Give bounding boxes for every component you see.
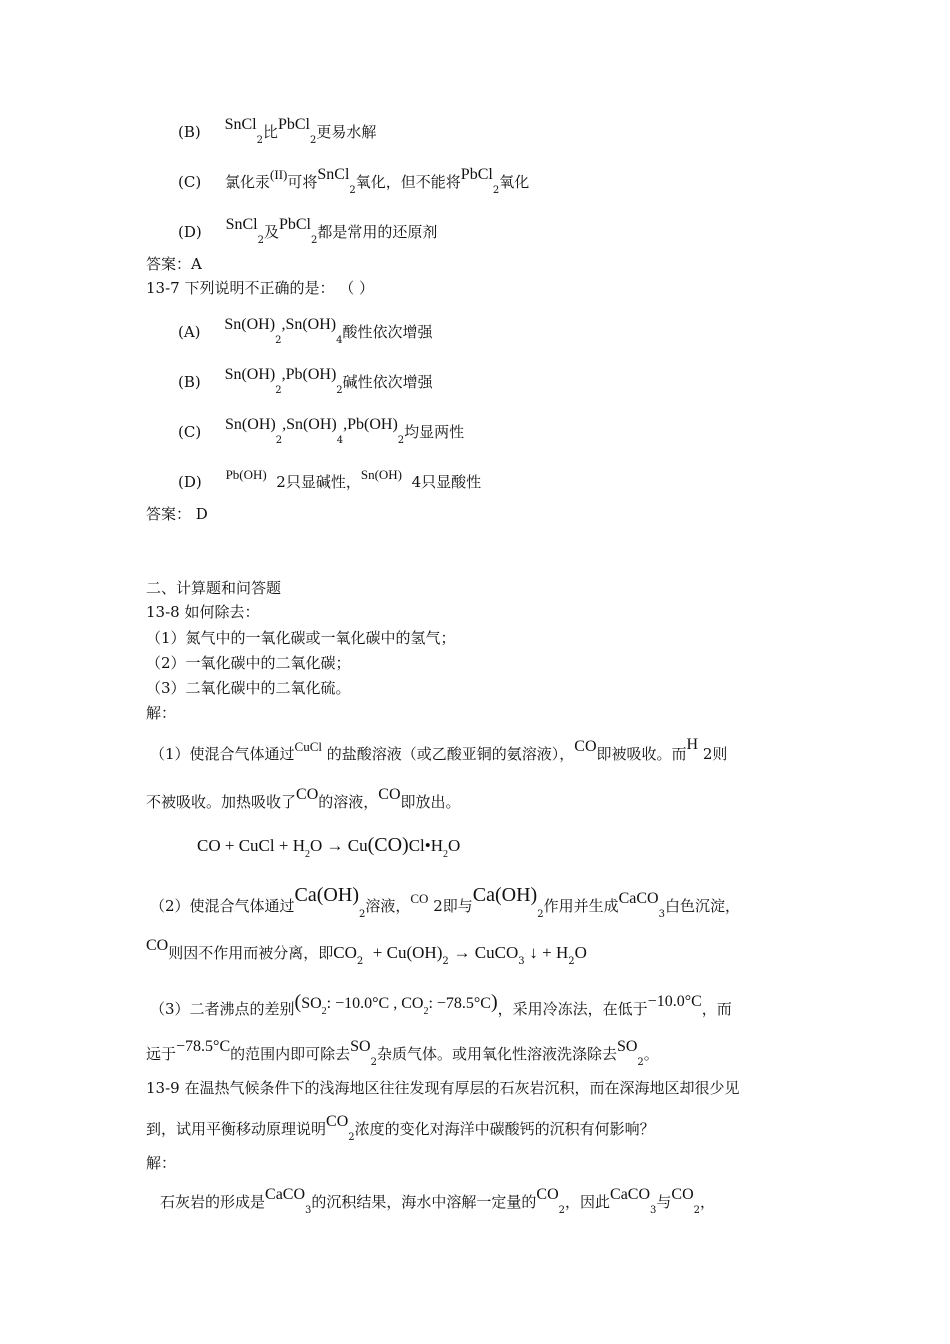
solution-1-line-1: （1）使混合气体通过CuCl 的盐酸溶液（或乙酸亚铜的氨溶液），CO即被吸收。而H 2则 [150,736,728,763]
q13-7-option-b: (B) $Sn(OH)_2,Pb(OH)_2$碱性依次增强 [178,366,433,396]
q13-7-option-c: (C) $Sn(OH)_2,Sn(OH)_4,Pb(OH)_2$均显两性 [178,416,465,446]
q13-9-solution-label: 解： [146,1154,177,1172]
q13-6-option-d: (D) SnCl$_2$及PbCl$_2$都是常用的还原剂 [178,216,438,246]
solution-3-line-1: （3）二者沸点的差别($SO_2$: −10.0°C , $CO_2$: −78.5°C)，采用冷冻法，在低于−10.0°C，而 [150,991,732,1018]
q13-7-answer: 答案： D [146,505,208,523]
q13-8-item-1: （1）氮气中的一氧化碳或一氧化碳中的氢气； [146,629,456,647]
q13-7-title: 13-7 下列说明不正确的是： （ ） [146,279,375,297]
q13-7-option-d: (D) Pb(OH) 2只显碱性，Sn(OH) 4只显酸性 [178,467,482,491]
solution-2-line-2: CO则因不作用而被分离，即$CO_2 + Cu(OH)_2$ → CuCO$_3$ ↓ + $H_2O$ [146,937,587,967]
q13-9-line-1: 13-9 在温热气候条件下的浅海地区往往发现有厚层的石灰岩沉积，而在深海地区却很少见 [146,1079,740,1097]
formula: PbCl [277,116,310,133]
solution-3-line-2: 远于−78.5°C的范围内即可除去$SO_2$杂质气体。或用氧化性溶液洗涤除去$SO_2$。 [146,1038,659,1068]
q13-6-option-c: (C) 氯化汞(II)可将SnCl$_2$氧化，但不能将PbCl$_2$氧化 [178,166,530,196]
q13-7-option-a: (A) $Sn(OH)_2,Sn(OH)_4$酸性依次增强 [178,316,433,346]
q13-6-option-b: (B) SnCl$_2$比PbCl$_2$更易水解 [178,116,377,146]
solution-2-line-1: （2）使混合气体通过$Ca(OH)_2$溶液，CO 2即与$Ca(OH)_2$作用并生成CaCO$_3$白色沉淀， [150,884,740,920]
q13-9-line-3: 石灰岩的形成是CaCO$_3$的沉积结果，海水中溶解一定量的$CO_2$，因此CaCO$_3$与$CO_2$， [160,1186,716,1216]
formula: SnCl [224,116,257,133]
q13-8-item-2: （2）一氧化碳中的二氧化碳； [146,654,351,672]
q13-9-line-2: 到，试用平衡移动原理说明$CO_2$浓度的变化对海洋中碳酸钙的沉积有何影响？ [146,1113,655,1143]
option-label: (B) [178,123,201,141]
q13-8-item-3: （3）二氧化碳中的二氧化硫。 [146,679,351,697]
solution-1-line-2: 不被吸收。加热吸收了CO的溶液，CO即放出。 [146,786,461,811]
boiling-points: ($SO_2$: −10.0°C , $CO_2$: −78.5°C) [294,991,498,1017]
q13-8-title: 13-8 如何除去： [146,603,260,621]
section-heading: 二、计算题和问答题 [146,579,282,597]
q13-6-answer: 答案：A [146,255,202,273]
solution-label: 解： [146,704,177,722]
equation-1: CO + CuCl + $H_2O$ → $Cu(CO)Cl•H_2O$ [197,834,461,860]
